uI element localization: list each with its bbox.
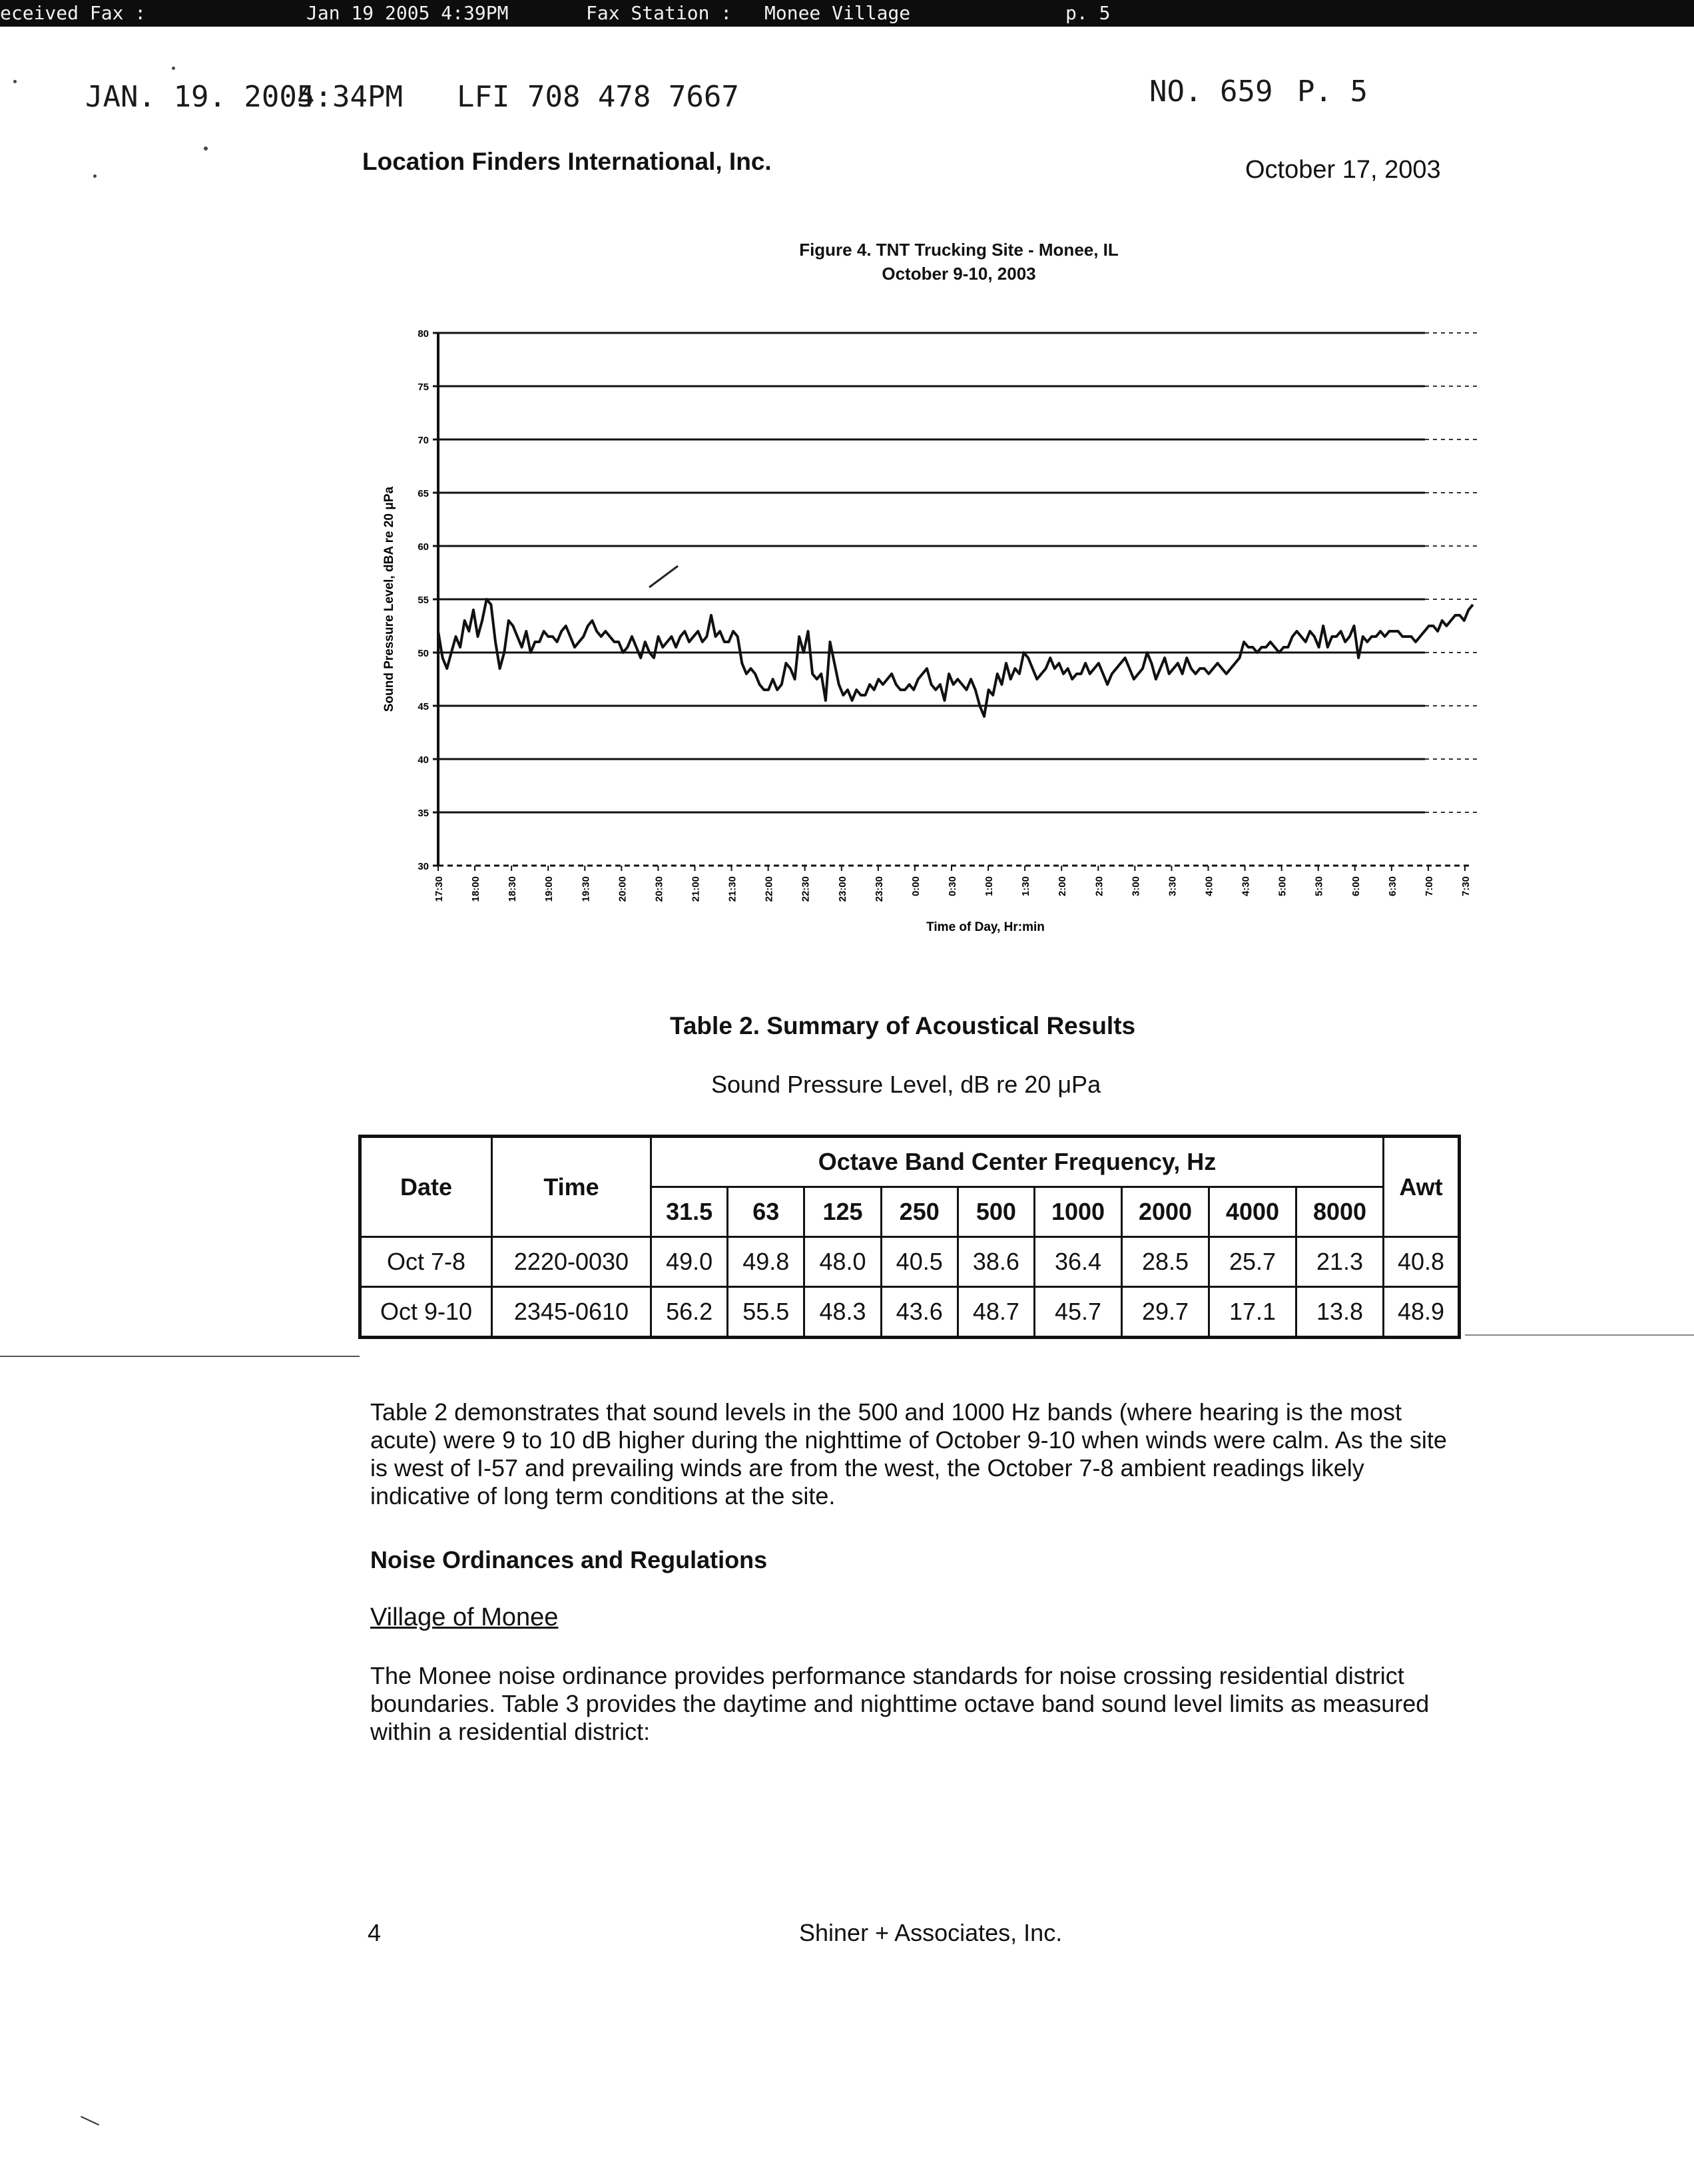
scan-speck: [172, 67, 175, 70]
chart-x-tick-label: 19:00: [543, 876, 555, 902]
sound-level-chart: [373, 313, 1505, 952]
cell-awt: 48.9: [1384, 1287, 1460, 1338]
header-freq: 31.5: [651, 1187, 728, 1237]
scan-speck: [204, 146, 208, 150]
figure-title: Figure 4. TNT Trucking Site - Monee, IL: [799, 240, 1119, 260]
subsection-heading: Village of Monee: [370, 1603, 559, 1631]
cell-value: 29.7: [1122, 1287, 1209, 1338]
cell-value: 49.0: [651, 1237, 728, 1287]
chart-y-tick-label: 30: [418, 861, 429, 872]
chart-x-tick-label: 20:00: [617, 876, 629, 902]
cell-value: 13.8: [1296, 1287, 1383, 1338]
header-freq: 250: [881, 1187, 958, 1237]
cell-value: 48.7: [958, 1287, 1034, 1338]
chart-x-axis-label: Time of Day, Hr:min: [926, 920, 1045, 934]
scan-speck: [13, 80, 17, 83]
chart-x-tick-label: 7:30: [1460, 876, 1472, 897]
fax-number: NO. 659: [1149, 75, 1273, 109]
chart-x-tick-label: 1:30: [1020, 876, 1032, 897]
chart-x-tick-label: 7:00: [1423, 876, 1435, 897]
table2-title: Table 2. Summary of Acoustical Results: [670, 1012, 1136, 1039]
chart-y-axis-label: Sound Pressure Level, dBA re 20 μPa: [382, 486, 396, 712]
chart-x-tick-label: 6:00: [1350, 876, 1362, 897]
paragraph-monee-ordinance: The Monee noise ordinance provides performance standards for noise crossing residential district boundaries. Table 3 provides the daytime and nighttime octave band sound level limits as measured within a residential district:: [370, 1662, 1430, 1745]
chart-y-tick-label: 45: [418, 701, 429, 712]
chart-x-tick-label: 0:30: [947, 876, 958, 897]
chart-x-tick-label: 0:00: [910, 876, 922, 897]
chart-x-tick-label: 1:00: [984, 876, 995, 897]
scan-speck: [93, 174, 97, 178]
chart-x-tick-label: 23:00: [836, 876, 848, 902]
cell-time: 2345-0610: [492, 1287, 651, 1338]
cell-value: 45.7: [1035, 1287, 1122, 1338]
figure-subtitle: October 9-10, 2003: [882, 264, 1036, 284]
cell-value: 56.2: [651, 1287, 728, 1338]
header-freq: 500: [958, 1187, 1034, 1237]
chart-y-tick-label: 35: [418, 808, 429, 819]
header-freq: 63: [728, 1187, 804, 1237]
chart-y-tick-label: 70: [418, 435, 429, 446]
footer-company: Shiner + Associates, Inc.: [799, 1919, 1063, 1946]
cell-value: 49.8: [728, 1237, 804, 1287]
header-awt: Awt: [1384, 1137, 1460, 1237]
letterhead-company: Location Finders International, Inc.: [362, 148, 772, 175]
chart-y-tick-label: 60: [418, 541, 429, 553]
fax-page-number: P. 5: [1297, 75, 1368, 109]
chart-x-tick-label: 20:30: [653, 876, 665, 902]
acoustical-results-table: [358, 1135, 1461, 1339]
cell-value: 43.6: [881, 1287, 958, 1338]
footer-page-number: 4: [368, 1919, 382, 1946]
fax-date: JAN. 19. 2005: [85, 80, 315, 114]
header-freq: 1000: [1035, 1187, 1122, 1237]
chart-x-tick-label: 21:30: [726, 876, 738, 902]
chart-y-tick-label: 65: [418, 488, 429, 499]
chart-x-tick-label: 23:30: [873, 876, 885, 902]
fax-datetime: Jan 19 2005 4:39PM: [306, 2, 509, 24]
pen-mark: [649, 566, 678, 587]
header-freq: 125: [804, 1187, 881, 1237]
cell-awt: 40.8: [1384, 1237, 1460, 1287]
cell-value: 36.4: [1035, 1237, 1122, 1287]
cell-value: 28.5: [1122, 1237, 1209, 1287]
fax-page: p. 5: [1065, 2, 1111, 24]
fax-header-bar: [0, 0, 1694, 27]
chart-x-tick-label: 2:00: [1057, 876, 1069, 897]
paragraph-table2-discussion: Table 2 demonstrates that sound levels in the 500 and 1000 Hz bands (where hearing is the most acute) were 9 to 10 dB higher during the nighttime of October 9-10 when winds were calm. As the site is west of I-57 and prevailing winds are from the west, the October 7-8 ambient readings likely indicative of long term conditions at the site.: [370, 1398, 1447, 1509]
chart-x-tick-label: 3:30: [1167, 876, 1179, 897]
chart-x-tick-label: 3:00: [1130, 876, 1142, 897]
chart-x-tick-label: 19:30: [580, 876, 592, 902]
cell-value: 48.0: [804, 1237, 881, 1287]
chart-x-tick-label: 5:30: [1313, 876, 1325, 897]
chart-x-tick-label: 2:30: [1093, 876, 1105, 897]
fax-received-label: eceived Fax :: [0, 2, 146, 24]
letterhead-date: October 17, 2003: [1245, 156, 1441, 184]
cell-value: 17.1: [1209, 1287, 1296, 1338]
table-row: [360, 1237, 1460, 1287]
chart-x-tick-label: 4:30: [1240, 876, 1252, 897]
section-heading: Noise Ordinances and Regulations: [370, 1546, 768, 1573]
fax-sender: LFI 708 478 7667: [457, 80, 739, 114]
chart-x-tick-label: 5:00: [1276, 876, 1288, 897]
header-octave-band: Octave Band Center Frequency, Hz: [651, 1137, 1384, 1187]
chart-y-tick-label: 55: [418, 595, 429, 606]
header-date: Date: [360, 1137, 492, 1237]
chart-series-line: [438, 599, 1473, 716]
cell-value: 40.5: [881, 1237, 958, 1287]
cell-value: 55.5: [728, 1287, 804, 1338]
fax-time: 4:34PM: [297, 80, 403, 114]
chart-x-tick-label: 22:30: [800, 876, 812, 902]
table-row: [360, 1287, 1460, 1338]
chart-x-tick-label: 6:30: [1386, 876, 1398, 897]
cell-date: Oct 7-8: [360, 1237, 492, 1287]
table2-subtitle: Sound Pressure Level, dB re 20 μPa: [711, 1071, 1101, 1098]
header-freq: 8000: [1296, 1187, 1383, 1237]
chart-y-tick-label: 75: [418, 382, 429, 393]
chart-x-tick-label: 21:00: [690, 876, 702, 902]
chart-y-tick-label: 40: [418, 754, 429, 766]
chart-x-tick-label: 17:30: [433, 876, 445, 902]
cell-value: 21.3: [1296, 1237, 1383, 1287]
cell-time: 2220-0030: [492, 1237, 651, 1287]
scan-artifact-line: [1465, 1334, 1694, 1336]
cell-value: 38.6: [958, 1237, 1034, 1287]
scan-artifact-mark: [81, 2116, 99, 2125]
fax-station: Monee Village: [764, 2, 911, 24]
cell-value: 25.7: [1209, 1237, 1296, 1287]
scan-artifact-line: [0, 1356, 360, 1357]
chart-y-tick-label: 50: [418, 648, 429, 659]
cell-date: Oct 9-10: [360, 1287, 492, 1338]
chart-x-tick-label: 18:30: [507, 876, 519, 902]
chart-x-tick-label: 18:00: [470, 876, 482, 902]
header-freq: 2000: [1122, 1187, 1209, 1237]
chart-x-tick-label: 22:00: [763, 876, 775, 902]
table-header-row: [360, 1137, 1460, 1187]
chart-y-tick-label: 80: [418, 328, 429, 340]
header-freq: 4000: [1209, 1187, 1296, 1237]
cell-value: 48.3: [804, 1287, 881, 1338]
header-time: Time: [492, 1137, 651, 1237]
fax-station-label: Fax Station :: [586, 2, 732, 24]
chart-x-tick-label: 4:00: [1203, 876, 1215, 897]
